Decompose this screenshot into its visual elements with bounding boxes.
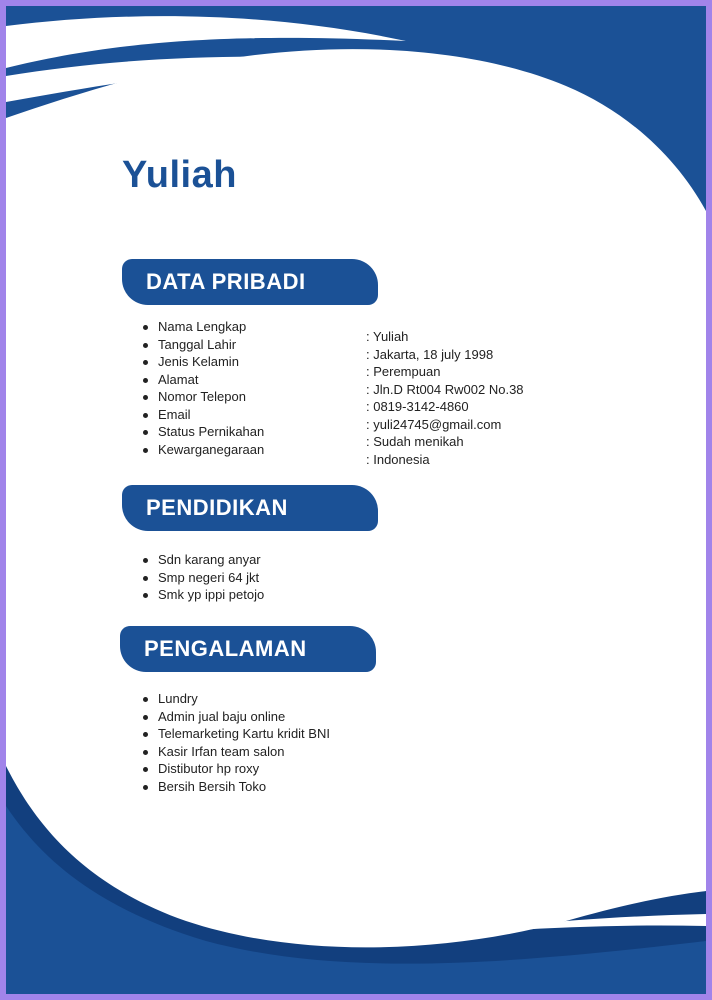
- personal-values-list: [366, 328, 524, 468]
- experience-item: Telemarketing Kartu kridit BNI: [143, 725, 330, 743]
- education-item: Smk yp ippi petojo: [143, 586, 264, 604]
- section-header-education: PENDIDIKAN: [122, 485, 378, 531]
- personal-value: : Jln.D Rt004 Rw002 No.38: [366, 381, 524, 397]
- personal-label: Nama Lengkap: [143, 318, 264, 336]
- personal-label: Status Pernikahan: [143, 423, 264, 441]
- personal-label: Tanggal Lahir: [143, 336, 264, 354]
- experience-item: Kasir Irfan team salon: [143, 743, 330, 761]
- person-name: Yuliah: [122, 154, 237, 196]
- personal-value: : Sudah menikah: [366, 434, 464, 449]
- education-item: Sdn karang anyar: [143, 551, 264, 569]
- experience-item: Lundry: [143, 690, 330, 708]
- experience-list: [143, 690, 330, 795]
- personal-label: Jenis Kelamin: [143, 353, 264, 371]
- personal-labels-list: [143, 318, 264, 458]
- section-header-experience: PENGALAMAN: [120, 626, 376, 672]
- personal-label: Nomor Telepon: [143, 388, 264, 406]
- personal-value: : 0819-3142-4860: [366, 399, 469, 414]
- personal-value: : Jakarta, 18 july 1998: [366, 346, 494, 362]
- personal-label: Kewarganegaraan: [143, 441, 264, 459]
- education-item: Smp negeri 64 jkt: [143, 569, 264, 587]
- experience-item: Distibutor hp roxy: [143, 760, 330, 778]
- education-list: [143, 551, 264, 604]
- experience-item: Admin jual baju online: [143, 708, 330, 726]
- personal-value: : Yuliah: [366, 329, 409, 344]
- personal-label: Alamat: [143, 371, 264, 389]
- personal-value: : yuli24745@gmail.com: [366, 416, 502, 432]
- personal-value: : Indonesia: [366, 451, 430, 467]
- experience-item: Bersih Bersih Toko: [143, 778, 330, 796]
- section-header-personal: DATA PRIBADI: [122, 259, 378, 305]
- personal-value: : Perempuan: [366, 364, 441, 379]
- personal-label: Email: [143, 406, 264, 424]
